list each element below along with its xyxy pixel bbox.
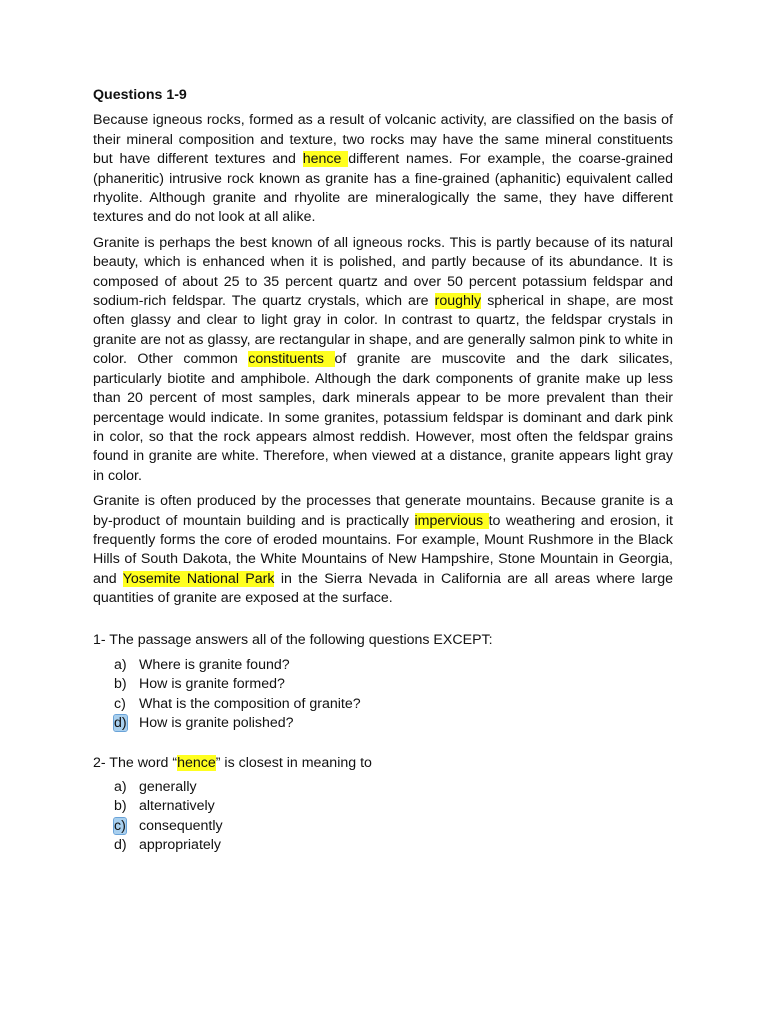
selected-option-letter[interactable] [114, 714, 139, 733]
selected-option-letter[interactable] [114, 817, 139, 836]
question-stem [93, 754, 673, 773]
answer-option[interactable] [114, 675, 673, 694]
option-letter[interactable] [114, 778, 139, 797]
text-run: 1- The passage answers all of the following questions EXCEPT: [93, 631, 493, 648]
option-text: generally [139, 779, 197, 795]
text-run: different names. For example, the coarse-grained (phaneritic) intrusive rock known as granite has a fine-grained (aphanitic) equivalent called rhyolite. Although granite and rhyolite are mineralogically the same, they have different textures and do not look at all alike. [93, 151, 673, 226]
text-run: 2- The word “ [93, 754, 178, 771]
option-letter[interactable] [114, 656, 139, 675]
text-run: Because igneous rocks, formed as a result of volcanic activity, are classified on the basis of their mineral composition and texture, two rocks may have the same mineral constituents but have different textures and [93, 112, 673, 168]
option-letter-text: d) [114, 837, 127, 854]
answer-option[interactable] [114, 817, 673, 836]
option-text: What is the composition of granite? [139, 695, 361, 712]
answer-option[interactable] [114, 797, 673, 816]
option-text: Where is granite found? [139, 656, 290, 673]
option-letter-text: a) [114, 656, 127, 673]
option-letter[interactable] [114, 836, 139, 855]
answer-option[interactable] [114, 695, 673, 714]
option-text: consequently [139, 817, 223, 834]
document-content [93, 86, 673, 856]
text-run: spherical in shape, are most often glassy and clear to light gray in color. In contrast to quartz, the feldspar crystals in granite are not as glassy, are rectangular in shape, and are generally salmon pink to white in color. Other common [93, 293, 673, 368]
option-letter[interactable] [114, 797, 139, 816]
section-heading: Questions 1-9 [93, 87, 187, 103]
option-letter-text: c) [114, 695, 126, 712]
option-letter-text: b) [114, 798, 127, 815]
highlighted-text: constituents [248, 351, 335, 368]
option-letter[interactable] [114, 675, 139, 694]
reading-passage [93, 111, 673, 608]
highlighted-text: roughly [434, 293, 482, 310]
text-run: Granite is perhaps the best known of all igneous rocks. This is partly because of its natural beauty, which is enhanced when it is polished, and partly because of its abundance. It is composed of about 25 to 35 percent quartz and over 50 percent potassium feldspar and sodium-rich feldspar. The quartz crystals, which are [93, 234, 673, 310]
passage-paragraph [93, 234, 673, 486]
highlighted-text: impervious [414, 512, 489, 529]
passage-paragraph [93, 492, 673, 608]
text-run: ” is closest in meaning to [215, 754, 372, 771]
option-letter-text: a) [114, 779, 127, 795]
option-letter-text: b) [114, 676, 127, 693]
text-run: of granite are muscovite and the dark silicates, particularly biotite and amphibole. Although the dark components of granite make up less than 20 percent of most samples, dark minerals appear to be more prevalent than their percentage would indicate. In some granites, potassium feldspar is dominant and dark pink in color, so that the rock appears almost reddish. However, most often the feldspar grains found in granite are white. Therefore, when viewed at a distance, granite appears light gray in color. [93, 351, 673, 484]
question-stem [93, 631, 673, 650]
option-letter-text: c) [114, 817, 126, 834]
option-text: appropriately [139, 837, 222, 854]
option-letter[interactable] [114, 695, 139, 714]
text-run: Granite is often produced by the processes that generate mountains. Because granite is a by-product of mountain building and is practically [93, 493, 673, 529]
answer-options [93, 778, 673, 856]
highlighted-text: Yosemite National Park [122, 570, 275, 587]
answer-option[interactable] [114, 836, 673, 855]
answer-option[interactable] [114, 714, 673, 733]
option-text: How is granite polished? [139, 715, 294, 732]
option-text: alternatively [139, 798, 215, 815]
answer-option[interactable] [114, 656, 673, 675]
text-run: in the Sierra Nevada in California are all areas where large quantities of granite are exposed at the surface. [93, 570, 673, 607]
highlighted-text: hence [177, 754, 216, 771]
highlighted-text: hence [302, 151, 349, 168]
option-text: How is granite formed? [139, 676, 285, 693]
answer-option[interactable] [114, 778, 673, 797]
answer-options [93, 656, 673, 734]
text-run: to weathering and erosion, it frequently forms the core of eroded mountains. For example, Mount Rushmore in the Black Hills of South Dakota, the White Mountains of New Hampshire, Stone Mountain in Georgia, and [93, 512, 673, 587]
question-list [93, 631, 673, 856]
question-block [93, 631, 673, 734]
passage-paragraph [93, 111, 673, 227]
question-block [93, 754, 673, 856]
option-letter-text: d) [114, 715, 127, 732]
